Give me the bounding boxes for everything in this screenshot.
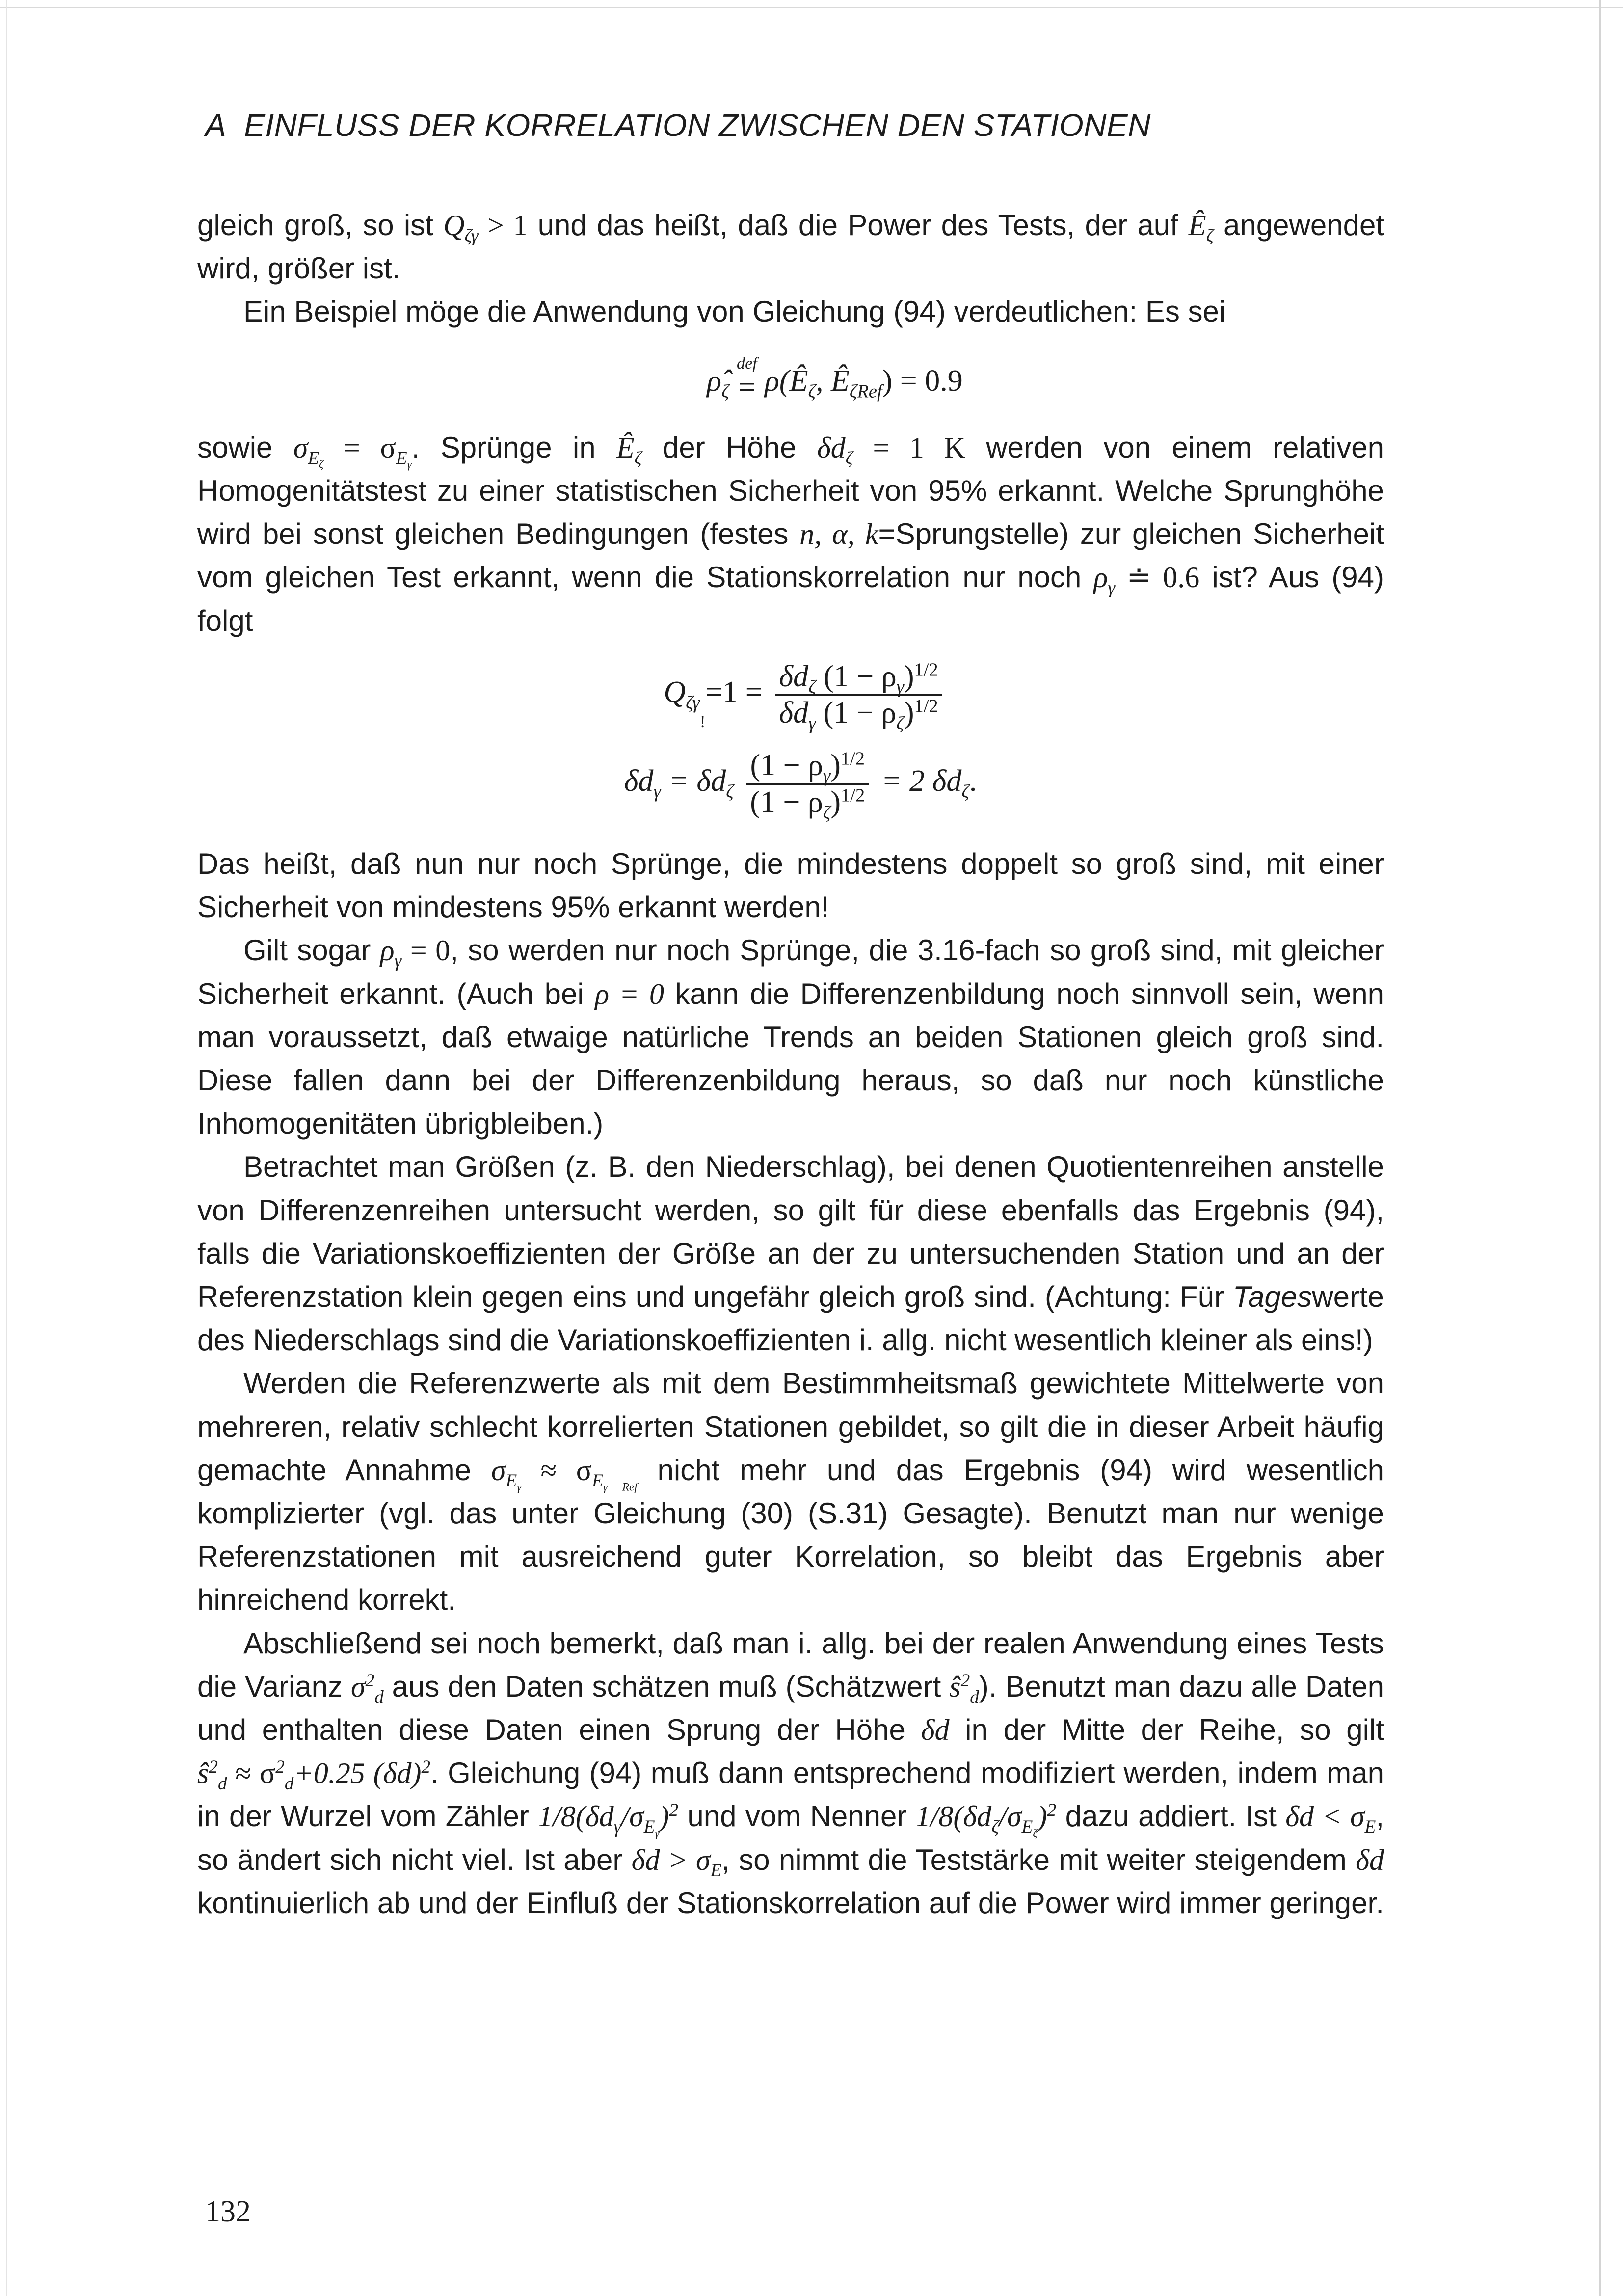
text: kontinuierlich ab und der Einfluß der Stationskorrelation auf die Power wird immer geringer. (197, 1886, 1384, 1919)
math-variance-approx: $ŝ^2_d \approx \sigma^2_d+0.25$ $(\delta d)^2$ (197, 1757, 431, 1794)
bang-equals: ! (699, 713, 706, 731)
math-delta-d: δd (1356, 1843, 1384, 1876)
math-delta-d-zeta: $\delta d_\zeta = 1$ K (817, 431, 965, 468)
text: angewendet wird, größer ist. (197, 209, 1384, 285)
page-edge-top (0, 7, 1623, 8)
text: in der Mitte der Reihe, so gilt (949, 1713, 1384, 1746)
text: und das heißt, daß die Power des Tests, der auf (528, 209, 1189, 242)
text: aus den Daten schätzen muß (Schätzwert (383, 1670, 950, 1703)
formula-q-ratio: $Q_{\zeta\gamma}$ ! =1 = $\frac{\delta d_\zeta (1 - \rho_\gamma)^{1/2}}{\delta d_\gamma (1 - \rho_\zeta)^{1/2}}$ (197, 659, 1384, 731)
text: der Höhe (641, 431, 817, 464)
text: Gilt sogar (243, 934, 380, 967)
text: gleich groß, so ist (197, 209, 444, 242)
text: sowie (197, 431, 293, 464)
paragraph-3 (197, 426, 1384, 643)
math-n-alpha-k: n, α, k (799, 518, 878, 551)
page-edge-left (6, 0, 7, 2296)
paragraph-2 (197, 290, 1384, 333)
text: . Sprünge in (411, 431, 616, 464)
text: Abschließend sei noch bemerkt, daß man i. allg. bei der realen Anwendung eines Tests die Varianz (197, 1626, 1384, 1703)
text: dazu addiert. Ist (1056, 1800, 1286, 1833)
emphasis: Tages (1233, 1280, 1312, 1313)
math-rho-gamma: $\rho_\gamma$ ≐ 0.6 (1093, 561, 1200, 598)
math-e-hat-zeta: $Ê_\zeta$ (1188, 209, 1214, 246)
text: und vom Nenner (678, 1800, 916, 1833)
formula-rho-def: $\rhô_\zeta$ def = $\rho(Ê_\zeta$, $Ê_{\zeta Ref}) = 0.9$ (707, 354, 963, 404)
math-sigma-d-squared: $\sigma^2_d$ (350, 1670, 384, 1707)
page-number: 132 (205, 2195, 251, 2228)
text: Werden die Referenzwerte als mit dem Bestimmheitsmaß gewichtete Mittelwerte von mehreren, relativ schlecht korrelierten Stationen gebildet, so gilt die in dieser Arbeit häufig gemachte Annahme (197, 1367, 1384, 1486)
text: ). Benutzt man dazu alle Daten und enthalten diese Daten einen Sprung der Höhe (197, 1670, 1384, 1746)
math-delta-d: δd (921, 1713, 950, 1746)
math-sigma-equal: $\sigma_{E_\zeta} = \sigma_{E_\gamma}$ (293, 431, 412, 471)
running-header (205, 107, 1151, 143)
header-title: EINFLUSS DER KORRELATION ZWISCHEN DEN STATIONEN (244, 108, 1151, 143)
text: kann die Differenzenbildung noch sinnvoll sein, wenn man voraussetzt, daß etwaige natürliche Trends an beiden Stationen gleich groß sind. Diese fallen dann bei der Differenzenbildung heraus, so daß nur noch künstliche Inhomogenitäten übrigbleiben.) (197, 977, 1384, 1140)
paragraph-1 (197, 204, 1384, 290)
math-delta-greater-sigma: $\delta d > \sigma_E$ (631, 1843, 722, 1881)
text: Das heißt, daß nun nur noch Sprünge, die mindestens doppelt so groß sind, mit einer Sicherheit von mindestens 95% erkannt werden! (197, 847, 1384, 924)
def-equals: def = (737, 354, 757, 404)
text: =Sprungstelle) zur gleichen Sicherheit vom gleichen Test erkannt, wenn die Stationskorrelation nur noch (197, 517, 1384, 594)
text: . Gleichung (94) muß dann entsprechend modifiziert werden, indem man in der Wurzel vom Zähler (197, 1756, 1384, 1833)
math-q-zeta-gamma: $Q_{\zeta\gamma} > 1$ (443, 209, 528, 246)
paragraph-7 (197, 1362, 1384, 1621)
text: Betrachtet man Größen (z. B. den Niederschlag), bei denen Quotientenreihen anstelle von Differenzenreihen untersucht werden, so gilt für diese ebenfalls das Ergebnis (94), falls die Variationskoeffizienten der Größe an der zu untersuchenden Station und an der Referenzstation klein gegen eins und ungefähr gleich groß sind. (Achtung: Für (197, 1150, 1384, 1313)
paragraph-8 (197, 1622, 1384, 1925)
math-s-hat-d-squared: $ŝ^2_d$ (949, 1670, 979, 1707)
fraction: $\frac{\delta d_\zeta (1 - \rho_\gamma)^{1/2}}{\delta d_\gamma (1 - \rho_\zeta)^{1/2}}$ (775, 659, 942, 731)
paragraph-6 (197, 1145, 1384, 1362)
math-numerator-term: $1/8(\delta d_\gamma/\sigma_{E_\gamma})^2$ (538, 1800, 679, 1839)
text: , so nimmt die Teststärke mit weiter steigendem (721, 1843, 1356, 1876)
math-denominator-term: $1/8(\delta d_\zeta/\sigma_{E_\zeta})^2$ (915, 1800, 1057, 1839)
paragraph-5 (197, 929, 1384, 1145)
paragraph-4 (197, 842, 1384, 929)
text: Ein Beispiel möge die Anwendung von Gleichung (94) verdeutlichen: Es sei (243, 295, 1226, 328)
header-appendix-letter: A (205, 108, 227, 143)
text: , so ändert sich nicht viel. Ist aber (197, 1800, 1384, 1876)
page-edge-right (1599, 0, 1601, 2296)
text: nicht mehr und das Ergebnis (94) wird wesentlich komplizierter (vgl. das unter Gleichung (30) (S.31) Gesagte). Benutzt man nur wenige Referenzstationen mit ausreichend guter Korrelation, so bleibt das Ergebnis aber hinreichend korrekt. (197, 1453, 1384, 1617)
text: ist? Aus (94) folgt (197, 561, 1384, 637)
math-rho-zero: ρ = 0 (595, 977, 665, 1010)
formula-delta-d-gamma: $\delta d_\gamma = \delta d_\zeta$ $\frac{(1 - \rho_\gamma)^{1/2}}{(1 - \rho_\zeta)^{1/2}}$ = 2 $\delta d_\zeta$. (624, 748, 977, 823)
text: , so werden nur noch Sprünge, die 3.16-fach so groß sind, mit gleicher Sicherheit erkannt. (Auch bei (197, 934, 1384, 1010)
fraction: $\frac{(1 - \rho_\gamma)^{1/2}}{(1 - \rho_\zeta)^{1/2}}$ (746, 748, 869, 820)
page-body (197, 204, 1384, 1925)
math-sigma-approx: $\sigma_{E_\gamma} \approx \sigma_{E_{\gamma Ref}}$ (491, 1454, 638, 1493)
math-delta-less-sigma: $\delta d < \sigma_E$ (1285, 1800, 1376, 1837)
math-e-hat-zeta: $Ê_\zeta$ (616, 431, 642, 468)
text: werte des Niederschlags sind die Variationskoeffizienten i. allg. nicht wesentlich kleiner als eins!) (197, 1280, 1384, 1357)
math-rho-gamma-zero: $\rho_\gamma = 0$ (380, 934, 451, 972)
text: werden von einem relativen Homogenitätstest zu einer statistischen Sicherheit von 95% erkannt. Welche Sprunghöhe wird bei sonst gleichen Bedingungen (festes (197, 431, 1384, 551)
